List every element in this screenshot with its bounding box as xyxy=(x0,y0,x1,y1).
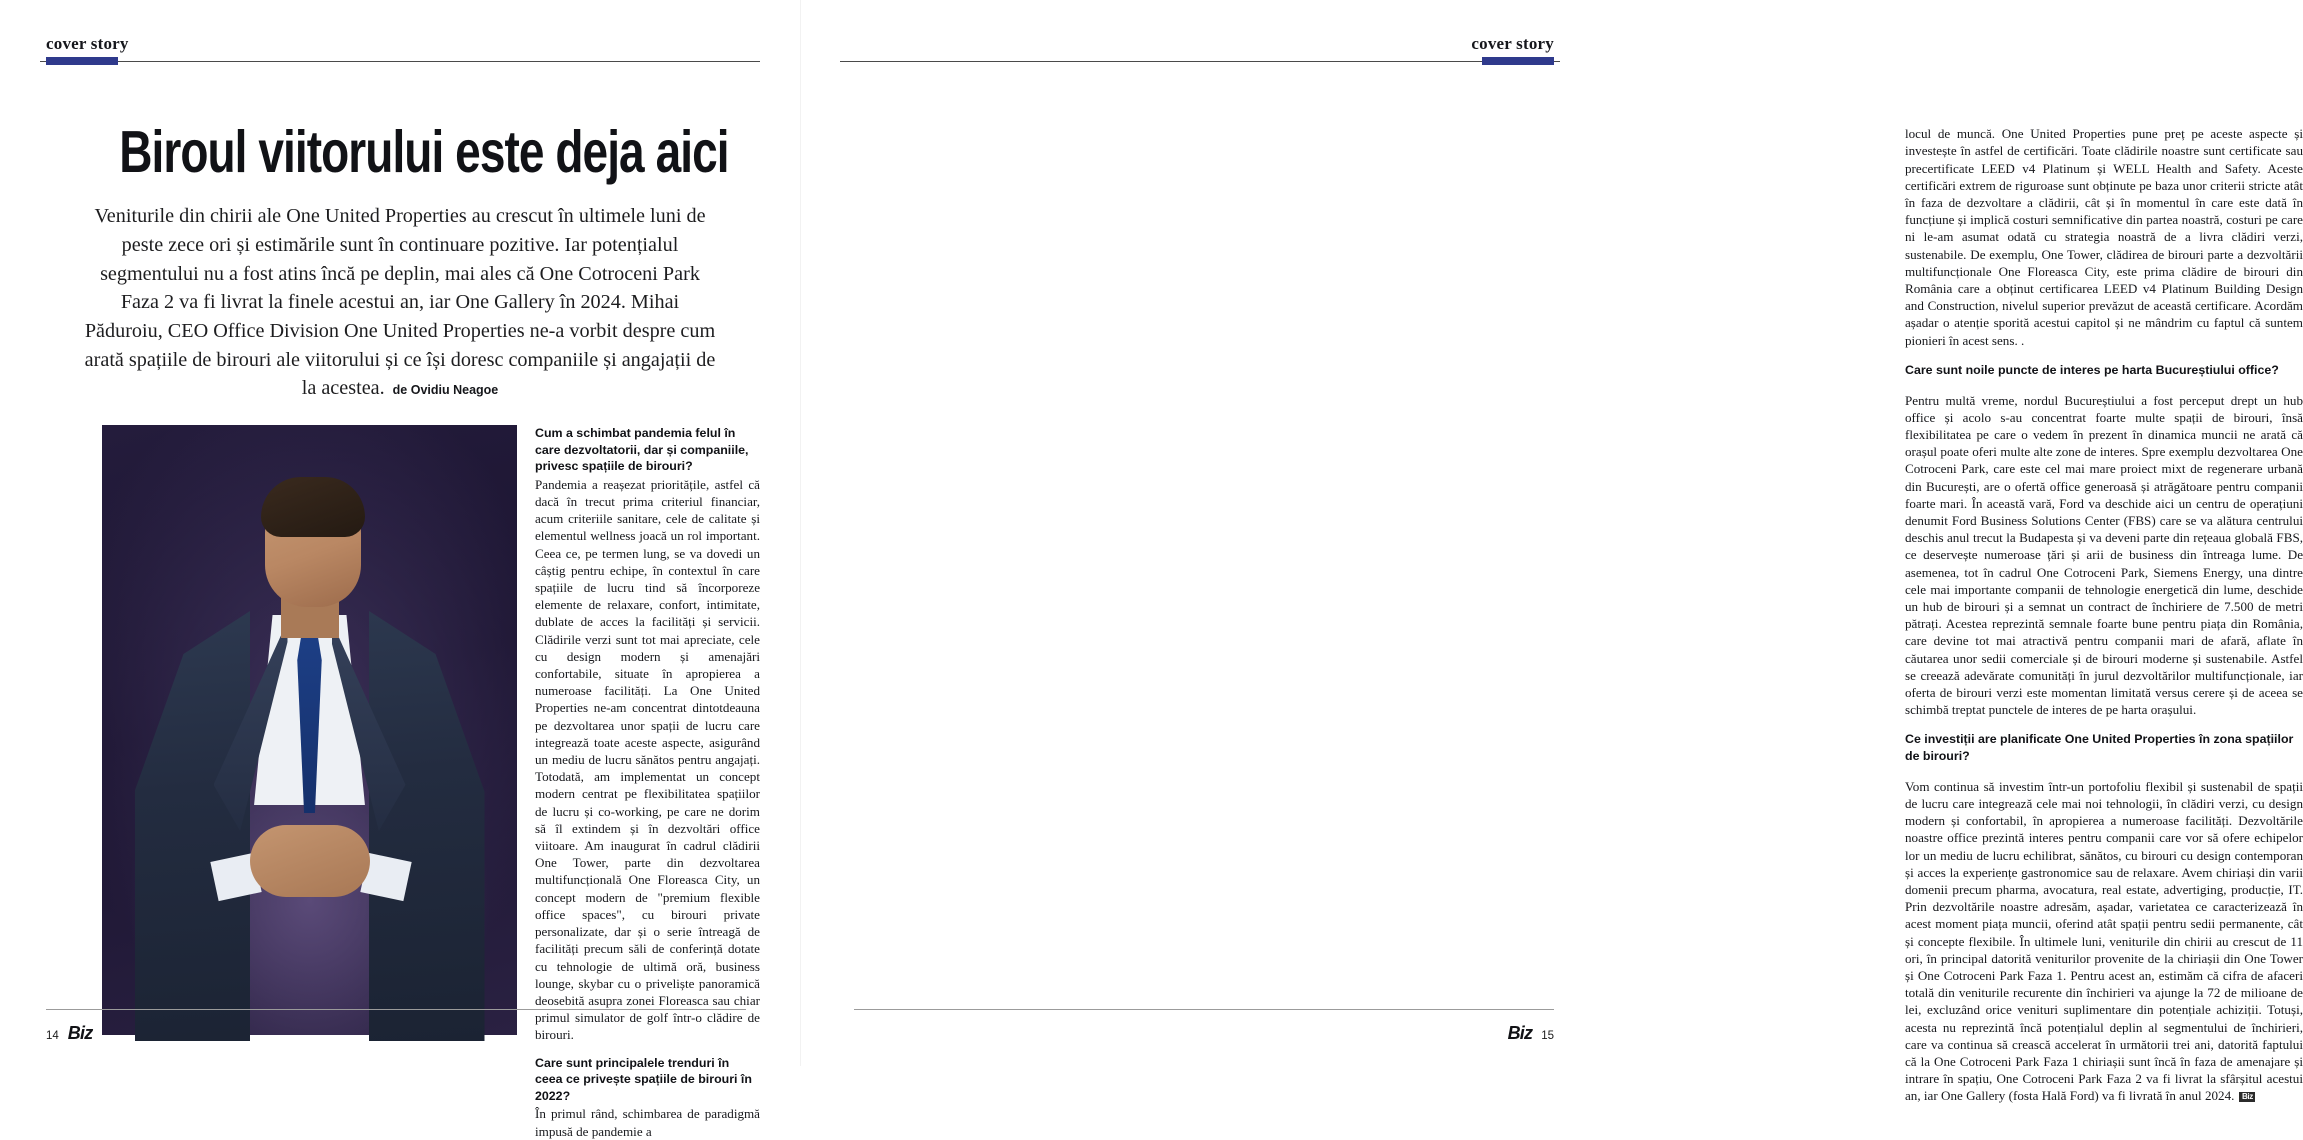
question-heading-4: Care sunt noile puncte de interes pe harta Bucureștiului office? xyxy=(1905,362,2279,377)
answer-paragraph-5 xyxy=(1905,778,2303,1105)
footer-rule-right xyxy=(854,1009,1554,1010)
question-heading-5: Ce investiții are planificate One United Properties în zona spațiilor de birouri? xyxy=(1905,732,2294,764)
body-column-one xyxy=(535,425,760,1140)
article-headline: Biroul viitorului este deja aici xyxy=(119,119,729,185)
photo-hands xyxy=(250,825,370,897)
portrait-photo xyxy=(102,425,517,1035)
question-heading-2: Care sunt principalele trenduri în ceea ce privește spațiile de birouri în 2022? xyxy=(535,1055,752,1103)
running-header-label-right: cover story xyxy=(1471,34,1554,53)
question-heading-1: Cum a schimbat pandemia felul în care dezvoltatorii, dar și companiile, privesc spațiile de birouri? xyxy=(535,425,749,474)
footer-right xyxy=(1508,1023,1554,1044)
spread-gutter xyxy=(800,0,801,1066)
continuation-paragraph-3: locul de muncă. One United Properties pune preț pe aceste aspecte și investește în astfel de certificări. Toate clădirile noastre sunt certificate sau precertificate LEED v4 Platinum și WELL Health and Safety. Aceste certificări extrem de riguroase sunt obținute pe baza unor criterii stricte atât în faza de dezvoltare a clădirii, cât și în momentul în care este dată în funcțiune și implică costuri semnificative din partea noastră, costuri pe care ni le-am asumat odată cu strategia noastră de a livra clădiri verzi, sustenabile. De exemplu, One Tower, clădirea de birouri parte a dezvoltării multifuncționale One Floreasca City, este prima clădire de birouri din România care a obținut certificarea LEED v4 Platinum Building Design and Construction, nivelul superior prevăzut de această certificare. Acordăm așadar o atenție sporită acestui capitol și ne mândrim cu faptul că suntem pionieri în acest sens. . xyxy=(1905,126,2303,348)
page-number-left: 14 xyxy=(46,1030,59,1042)
running-header-right xyxy=(840,18,1560,70)
answer-paragraph-1: Pandemia a reașezat prioritățile, astfel că dacă în trecut prima criteriul financiar, acum criteriile sanitare, cele de calitate și elementul wellness joacă un rol important. Ceea ce, pe termen lung, se va dovedi un câștig pentru echipe, în contextul în care spațiile de lucru tind să încorporeze elemente de relaxare, confort, intimitate, dublate de acces la facilități și servicii. Clădirile verzi sunt tot mai apreciate, cele cu design modern și amenajări confortabile, situate în apropierea a numeroase facilități. La One United Properties ne-am concentrat dintotdeauna pe dezvoltarea unor spații de lucru care integrează toate aceste aspecte, asigurând un mediu de lucru sănătos pentru angajați. Totodată, am implementat un concept modern centrat pe flexibilitatea spațiilor de lucru și co-working, pe care ne dorim să îl extindem și în dezvoltări office viitoare. Am inaugurat în cadrul clădirii One Tower, parte din dezvoltarea multifuncțională One Floreasca City, un concept modern de "premium flexible office spaces", cu birouri private personalizate, dar și o serie întreagă de facilități precum săli de conferință dotate cu tehnologie de ultimă oră, business lounge, skybar cu o priveliște panoramică deosebită asupra zonei Floreasca sau chiar primul simulator de golf într-o clădire de birouri. xyxy=(535,476,760,1043)
photo-and-first-column xyxy=(40,425,760,1140)
page-number-right: 15 xyxy=(1541,1030,1554,1042)
running-header-label-left: cover story xyxy=(46,34,129,53)
biz-logo-left: Biz xyxy=(67,1023,93,1043)
footer-rule-left xyxy=(46,1009,746,1010)
answer-5-text: Vom continua să investim într-un portofoliu flexibil și sustenabil de spații de lucru care integrează cele mai noi tehnologii, în clădiri verzi, cu design modern și confortabil, în apropierea a numeroase facilități. Dezvoltările noastre office prezintă interes pentru companii care vor să ofere echipelor lor un mediu de lucru echilibrat, sănătos, cu birouri cu design contemporan și acces la experiențe gastronomice sau de relaxare. Avem chiriași din varii domenii precum pharma, avocatura, real estate, advertiging, producție, IT. Prin dezvoltările noastre adresăm, așadar, varietatea ce caracterizează în acest moment piața muncii, oferind atât spații pentru sedii permanente, cât și concepte flexibile. În ultimele luni, veniturile din chirii au crescut de 11 ori, în principal datorită veniturilor provenite de la chiriașii din One Tower și One Cotroceni Park Faza 1. Pentru acest an, estimăm că cifra de afaceri totală din veniturile recurente din închirieri va ajunge la 72 de milioane de lei, excluzând orice venituri suplimentare din potențiale achiziții. Totuși, acesta nu reprezintă încă potențialul deplin al segmentului de închirieri, care va continua să crească accelerat în următorii trei ani, datorită faptului că la One Cotroceni Park Faza 1 chiriașii sunt încă în faza de amenajare și intrare în spațiu, One Cotroceni Park Faza 2 va fi livrat la sfârșitul acestui an, iar One Gallery (fosta Hală Ford) va fi livrată în anul 2024. xyxy=(1905,778,2303,1104)
article-byline: de Ovidiu Neagoe xyxy=(392,383,499,398)
left-page xyxy=(0,0,800,1139)
right-page xyxy=(800,0,2303,1104)
answer-paragraph-4: Pentru multă vreme, nordul Bucureștiului a fost perceput drept un hub office și acolo s-au concentrat foarte multe spații de birouri, însă flexibilitatea pe care o vedem în prezent în dinamica muncii ne arată că orașul poate oferi multe alte zone de interes. Spre exemplu dezvoltarea One Cotroceni Park, care este cel mai mare proiect mixt de regenerare urbană din București, are o ofertă office generoasă și atrăgătoare pentru companii foarte mari. În această vară, Ford va deschide aici un centru de operațiuni denumit Ford Business Solutions Center (FBS) care se va alătura centrului deschis anul trecut la Budapesta și va deveni parte din rețeaua globală FBS, ce deservește numeroase țări și arii de business din întreaga lume. De asemenea, tot în cadrul One Cotroceni Park, Siemens Energy, una dintre cele mai importante companii de tehnologie energetică din lume, deschide un hub de birouri și a semnat un contract de închiriere de 7.500 de metri pătrați. Acestea reprezintă semnale foarte bune pentru piața din România, care devine tot mai atractivă pentru companii mari de afară, aflate în căutarea unor sedii comerciale și de birouri moderne și sustenabile. Astfel se creează adevărate comunități în jurul dezvoltărilor multifuncționale, iar oferta de birouri verzi este momentan limitată versus cerere și de aceea se schimbă treptat punctele de interes de pe harta orașului. xyxy=(1905,392,2303,718)
running-header-accent-bar-right xyxy=(1482,57,1554,65)
footer-left xyxy=(46,1023,92,1044)
column-three-inner xyxy=(1905,125,2303,1105)
photo-hair xyxy=(261,477,365,537)
running-header-rule-right xyxy=(840,61,1560,62)
article-deck-text: Veniturile din chirii ale One United Properties au crescut în ultimele luni de peste zece ori și estimările sunt în continuare pozitive. Iar potențialul segmentului nu a fost atins încă pe deplin, mai ales că One Cotroceni Park Faza 2 va fi livrat la finele acestui an, iar One Gallery în 2024. Mihai Păduroiu, CEO Office Division One United Properties ne-a vorbit despre cum arată spațiile de birouri ale viitorului și ce își doresc companiile și angajații de la acestea. xyxy=(84,205,716,400)
body-column-three xyxy=(1905,112,2303,1118)
running-header-accent-bar-left xyxy=(46,57,118,65)
biz-logo-right: Biz xyxy=(1507,1023,1533,1043)
running-header-left xyxy=(40,18,760,70)
running-header-rule-left xyxy=(40,61,760,62)
end-mark-icon: Biz xyxy=(2239,1092,2255,1102)
article-deck xyxy=(82,202,718,403)
answer-paragraph-2: În primul rând, schimbarea de paradigmă impusă de pandemie a xyxy=(535,1106,760,1139)
